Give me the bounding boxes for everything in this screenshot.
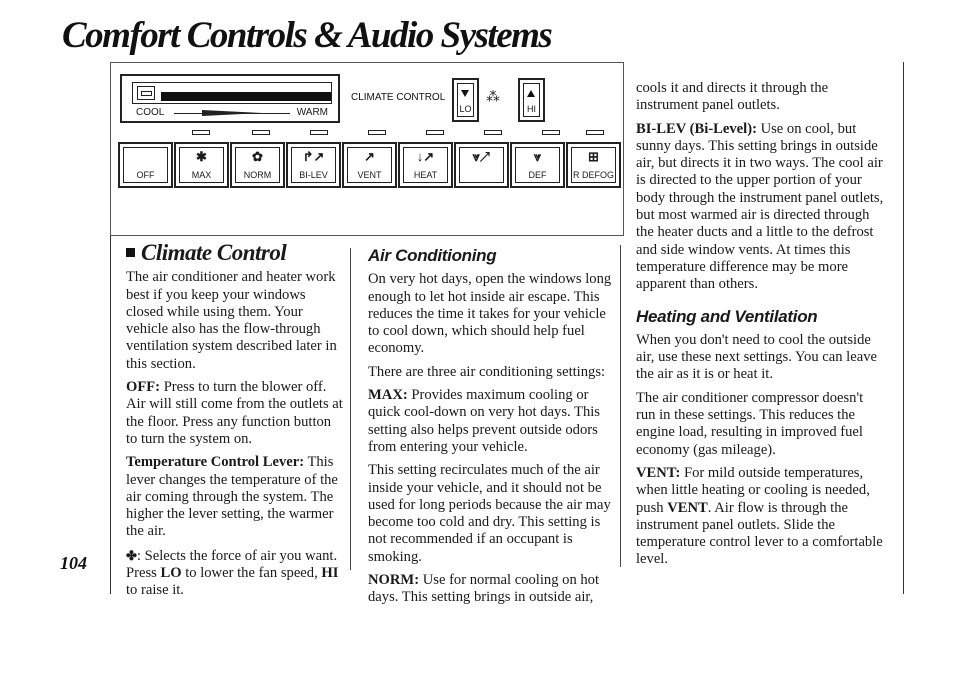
paragraph-three-settings: There are three air conditioning settings:	[368, 363, 606, 380]
temperature-lever-panel	[120, 74, 340, 123]
scale-wedge-icon	[202, 110, 262, 116]
cool-label: COOL	[136, 107, 165, 118]
def-button	[510, 142, 565, 188]
page-number: 104	[60, 553, 87, 573]
column-divider	[620, 245, 621, 567]
indicator-light	[368, 130, 386, 135]
fan-icon: ✤	[126, 547, 137, 563]
paragraph-bi-level: BI-LEV (Bi-Level): Use on cool, but sunny days. This setting brings in outside air, but directs it in two ways. The cool air is directed to the upper portion of your body through the instrument panel outlets, but most warmed air is directed through the heater ducts and a little to the defrost and side window vents. At times this temperature difference may be more apparent than others.	[636, 120, 884, 293]
paragraph-norm: NORM: Use for normal cooling on hot days. This setting brings in outside air,	[368, 572, 600, 606]
column-air-conditioning	[368, 247, 616, 613]
blend-button	[454, 142, 509, 188]
def-label: DEF	[528, 170, 547, 180]
off-button	[118, 142, 173, 188]
norm-label: NORM	[243, 170, 272, 180]
paragraph-recirculate: This setting recirculates much of the air inside your vehicle, and it should not be used for long periods because the air may become too cold and dry. This setting is not recommended if an occupant is smoking.	[368, 462, 611, 565]
paragraph-hot-days: On very hot days, open the windows long enough to let hot inside air escape. This reduces the time it takes for your vehicle to cool down, which should help fuel economy.	[368, 271, 612, 357]
rear-defog-button	[566, 142, 621, 188]
defrost-icon: ⩔	[533, 149, 542, 164]
paragraph-intro: The air conditioner and heater work best if you keep your windows closed while using them. Your vehicle also has the flow-through ventilation system described later in this section.	[126, 269, 337, 372]
paragraph-norm-continued: cools it and directs it through the instrument panel outlets.	[636, 80, 829, 114]
arrow-up-icon	[527, 90, 535, 97]
vent-label: VENT	[357, 170, 382, 180]
bi-level-airflow-icon: ↱↗	[302, 149, 325, 164]
indicator-light	[192, 130, 210, 135]
temperature-lever-knob	[137, 86, 155, 100]
vent-airflow-icon: ↗	[364, 149, 375, 164]
fan-lo-button	[452, 78, 479, 122]
indicator-light	[426, 130, 444, 135]
defrost-floor-icon: ⩔↗	[472, 149, 491, 164]
heat-airflow-icon: ↓↗	[416, 149, 435, 164]
indicator-light	[586, 130, 604, 135]
paragraph-off: OFF: Press to turn the blower off. Air will still come from the outlets at the floor. Press any function button to turn the system on.	[126, 379, 343, 447]
paragraph-fan: ✤: Selects the force of air you want. Press LO to lower the fan speed, HI to raise it.	[126, 547, 339, 599]
paragraph-compressor: The air conditioner compressor doesn't run in these settings. This reduces the engine load, resulting in improved fuel economy (gas mileage).	[636, 389, 864, 458]
heat-label: HEAT	[413, 170, 438, 180]
bullet-icon	[126, 248, 135, 257]
snowflake-icon: ✱	[196, 149, 207, 164]
fan-hi-button	[518, 78, 545, 122]
rear-defog-label: R DEFOG	[572, 170, 614, 180]
rear-defog-icon: ⊞	[588, 149, 599, 164]
right-margin-rule	[903, 62, 904, 594]
paragraph-temperature-lever: Temperature Control Lever: This lever changes the temperature of the air coming through the system. The higher the lever setting, the warmer the air.	[126, 454, 338, 540]
fan-icon: ⁂	[486, 90, 500, 105]
temperature-lever-scale	[132, 107, 332, 121]
column-heating-ventilation	[636, 80, 884, 575]
indicator-light	[542, 130, 560, 135]
temperature-lever-track	[132, 82, 332, 104]
indicator-light	[310, 130, 328, 135]
section-heading-climate-control: Climate Control	[126, 244, 344, 261]
climate-control-label: CLIMATE CONTROL	[351, 92, 446, 103]
column-climate-control	[126, 240, 344, 606]
bi-lev-label: BI-LEV	[299, 170, 328, 180]
indicator-light	[252, 130, 270, 135]
heat-button	[398, 142, 453, 188]
page-title: Comfort Controls & Audio Systems	[62, 15, 552, 56]
vent-button	[342, 142, 397, 188]
arrow-down-icon	[461, 90, 469, 97]
temperature-lever-slot	[161, 92, 331, 101]
bi-lev-button	[286, 142, 341, 188]
max-button	[174, 142, 229, 188]
fan-hi-label: HI	[527, 104, 536, 114]
indicator-light	[484, 130, 502, 135]
norm-button	[230, 142, 285, 188]
norm-icon: ✿	[252, 149, 263, 164]
off-label: OFF	[136, 170, 155, 180]
column-divider	[350, 248, 351, 570]
fan-lo-label: LO	[459, 104, 472, 114]
mode-indicator-lights	[124, 130, 604, 136]
paragraph-vent: VENT: For mild outside temperatures, when little heating or cooling is needed, push VENT. Air flow is through the instrument panel outlets. Slide the temperature control lever to a comfortable level.	[636, 464, 883, 568]
section-heading-heating-ventilation: Heating and Ventilation	[636, 306, 818, 326]
max-label: MAX	[191, 170, 212, 180]
paragraph-max: MAX: Provides maximum cooling or quick cool-down on very hot days. This setting also helps prevent outside odors from entering your vehicle.	[368, 387, 600, 455]
warm-label: WARM	[296, 107, 328, 118]
paragraph-no-cooling: When you don't need to cool the outside air, use these next settings. You can leave the air as it is or heat it.	[636, 331, 877, 383]
section-heading-air-conditioning: Air Conditioning	[368, 246, 497, 265]
mode-button-row	[118, 142, 618, 194]
